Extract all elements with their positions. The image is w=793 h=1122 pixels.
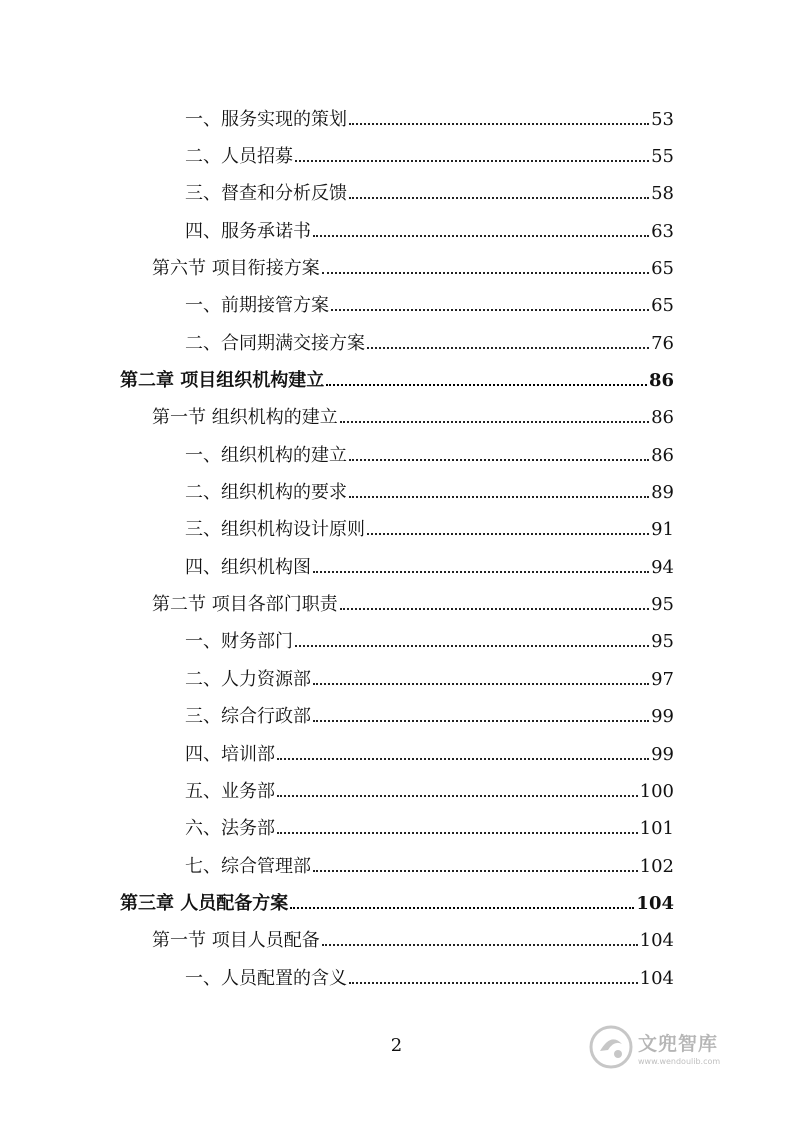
- watermark-logo-icon: [588, 1024, 634, 1070]
- toc-entry-title: 第二章 项目组织机构建立: [120, 370, 325, 392]
- toc-dot-leader: [277, 758, 649, 760]
- toc-dot-leader: [277, 832, 638, 834]
- toc-entry-title: 三、组织机构设计原则: [185, 519, 365, 541]
- toc-dot-leader: [340, 608, 649, 610]
- toc-dot-leader: [313, 571, 649, 573]
- toc-subsection-entry[interactable]: [0, 474, 793, 511]
- toc-dot-leader: [326, 384, 647, 386]
- toc-entry-title: 七、综合管理部: [185, 855, 311, 877]
- toc-entry-title: 一、财务部门: [185, 631, 293, 653]
- toc-dot-leader: [313, 720, 649, 722]
- toc-dot-leader: [313, 235, 649, 237]
- toc-entry-page: 58: [651, 183, 674, 205]
- toc-dot-leader: [340, 421, 649, 423]
- toc-dot-leader: [313, 870, 638, 872]
- toc-dot-leader: [322, 272, 649, 274]
- toc-subsection-entry[interactable]: [0, 773, 793, 810]
- toc-entry-title: 第六节 项目衔接方案: [152, 258, 320, 280]
- toc-section-entry[interactable]: [0, 400, 793, 437]
- toc-entry-page: 55: [651, 146, 674, 168]
- toc-subsection-entry[interactable]: [0, 213, 793, 250]
- toc-entry-page: 86: [648, 370, 674, 392]
- toc-subsection-entry[interactable]: [0, 661, 793, 698]
- toc-chapter-entry[interactable]: [0, 885, 793, 922]
- toc-subsection-entry[interactable]: [0, 437, 793, 474]
- toc-subsection-entry[interactable]: [0, 848, 793, 885]
- toc-entry-title: 一、服务实现的策划: [185, 108, 347, 130]
- toc-entry-page: 95: [651, 594, 674, 616]
- toc-subsection-entry[interactable]: [0, 101, 793, 138]
- toc-entry-title: 二、人力资源部: [185, 668, 311, 690]
- toc-dot-leader: [295, 160, 649, 162]
- toc-entry-page: 91: [651, 519, 674, 541]
- toc-dot-leader: [349, 496, 649, 498]
- toc-entry-title: 五、业务部: [185, 780, 275, 802]
- toc-entry-page: 63: [651, 220, 674, 242]
- toc-dot-leader: [290, 907, 634, 909]
- watermark: [588, 1022, 768, 1072]
- page-number: 2: [390, 1035, 403, 1056]
- toc-entry-page: 53: [651, 108, 674, 130]
- toc-subsection-entry[interactable]: [0, 549, 793, 586]
- toc-dot-leader: [349, 459, 649, 461]
- toc-entry-page: 76: [651, 332, 674, 354]
- toc-entry-title: 第二节 项目各部门职责: [152, 594, 338, 616]
- toc-entry-title: 三、综合行政部: [185, 706, 311, 728]
- toc-entry-page: 95: [651, 631, 674, 653]
- toc-section-entry[interactable]: [0, 250, 793, 287]
- toc-subsection-entry[interactable]: [0, 512, 793, 549]
- toc-entry-title: 四、培训部: [185, 743, 275, 765]
- toc-entry-page: 65: [651, 295, 674, 317]
- toc-entry-page: 100: [639, 780, 674, 802]
- toc-entry-title: 第一节 项目人员配备: [152, 930, 320, 952]
- toc-entry-page: 99: [651, 743, 674, 765]
- toc-section-entry[interactable]: [0, 923, 793, 960]
- toc-entry-title: 一、组织机构的建立: [185, 444, 347, 466]
- toc-entry-title: 第一节 组织机构的建立: [152, 407, 338, 429]
- toc-entry-page: 99: [651, 706, 674, 728]
- toc-subsection-entry[interactable]: [0, 138, 793, 175]
- toc-subsection-entry[interactable]: [0, 176, 793, 213]
- toc-entry-page: 65: [651, 258, 674, 280]
- toc-entry-title: 一、人员配置的含义: [185, 967, 347, 989]
- toc-entry-title: 二、人员招募: [185, 146, 293, 168]
- toc-dot-leader: [331, 309, 649, 311]
- toc-dot-leader: [349, 197, 649, 199]
- toc-entry-title: 六、法务部: [185, 818, 275, 840]
- toc-subsection-entry[interactable]: [0, 736, 793, 773]
- toc-entry-page: 104: [636, 892, 674, 914]
- toc-entry-page: 86: [651, 444, 674, 466]
- watermark-url: www.wendoulib.com: [638, 1056, 721, 1066]
- toc-subsection-entry[interactable]: [0, 624, 793, 661]
- toc-subsection-entry[interactable]: [0, 325, 793, 362]
- toc-entry-title: 二、组织机构的要求: [185, 482, 347, 504]
- toc-entry-page: 101: [639, 818, 674, 840]
- toc-entry-title: 四、组织机构图: [185, 556, 311, 578]
- toc-entry-page: 104: [639, 930, 674, 952]
- toc-dot-leader: [349, 123, 649, 125]
- watermark-name: 文兜智库: [638, 1032, 719, 1055]
- toc-subsection-entry[interactable]: [0, 699, 793, 736]
- toc-dot-leader: [295, 645, 649, 647]
- toc-dot-leader: [367, 347, 649, 349]
- toc-entry-title: 一、前期接管方案: [185, 295, 329, 317]
- toc-entry-page: 89: [651, 482, 674, 504]
- toc-chapter-entry[interactable]: [0, 362, 793, 399]
- toc-entry-page: 86: [651, 407, 674, 429]
- toc-dot-leader: [313, 683, 649, 685]
- toc-entry-page: 97: [651, 668, 674, 690]
- toc-entry-title: 二、合同期满交接方案: [185, 332, 365, 354]
- toc-entry-title: 三、督查和分析反馈: [185, 183, 347, 205]
- toc-entry-page: 104: [639, 967, 674, 989]
- toc-entry-title: 第三章 人员配备方案: [120, 892, 289, 914]
- toc-section-entry[interactable]: [0, 586, 793, 623]
- toc-entry-page: 94: [651, 556, 674, 578]
- toc-subsection-entry[interactable]: [0, 288, 793, 325]
- table-of-contents: [0, 101, 793, 997]
- toc-dot-leader: [349, 982, 638, 984]
- toc-subsection-entry[interactable]: [0, 811, 793, 848]
- toc-entry-title: 四、服务承诺书: [185, 220, 311, 242]
- toc-entry-page: 102: [639, 855, 674, 877]
- toc-dot-leader: [367, 533, 649, 535]
- toc-dot-leader: [277, 795, 638, 797]
- toc-subsection-entry[interactable]: [0, 960, 793, 997]
- toc-dot-leader: [322, 944, 638, 946]
